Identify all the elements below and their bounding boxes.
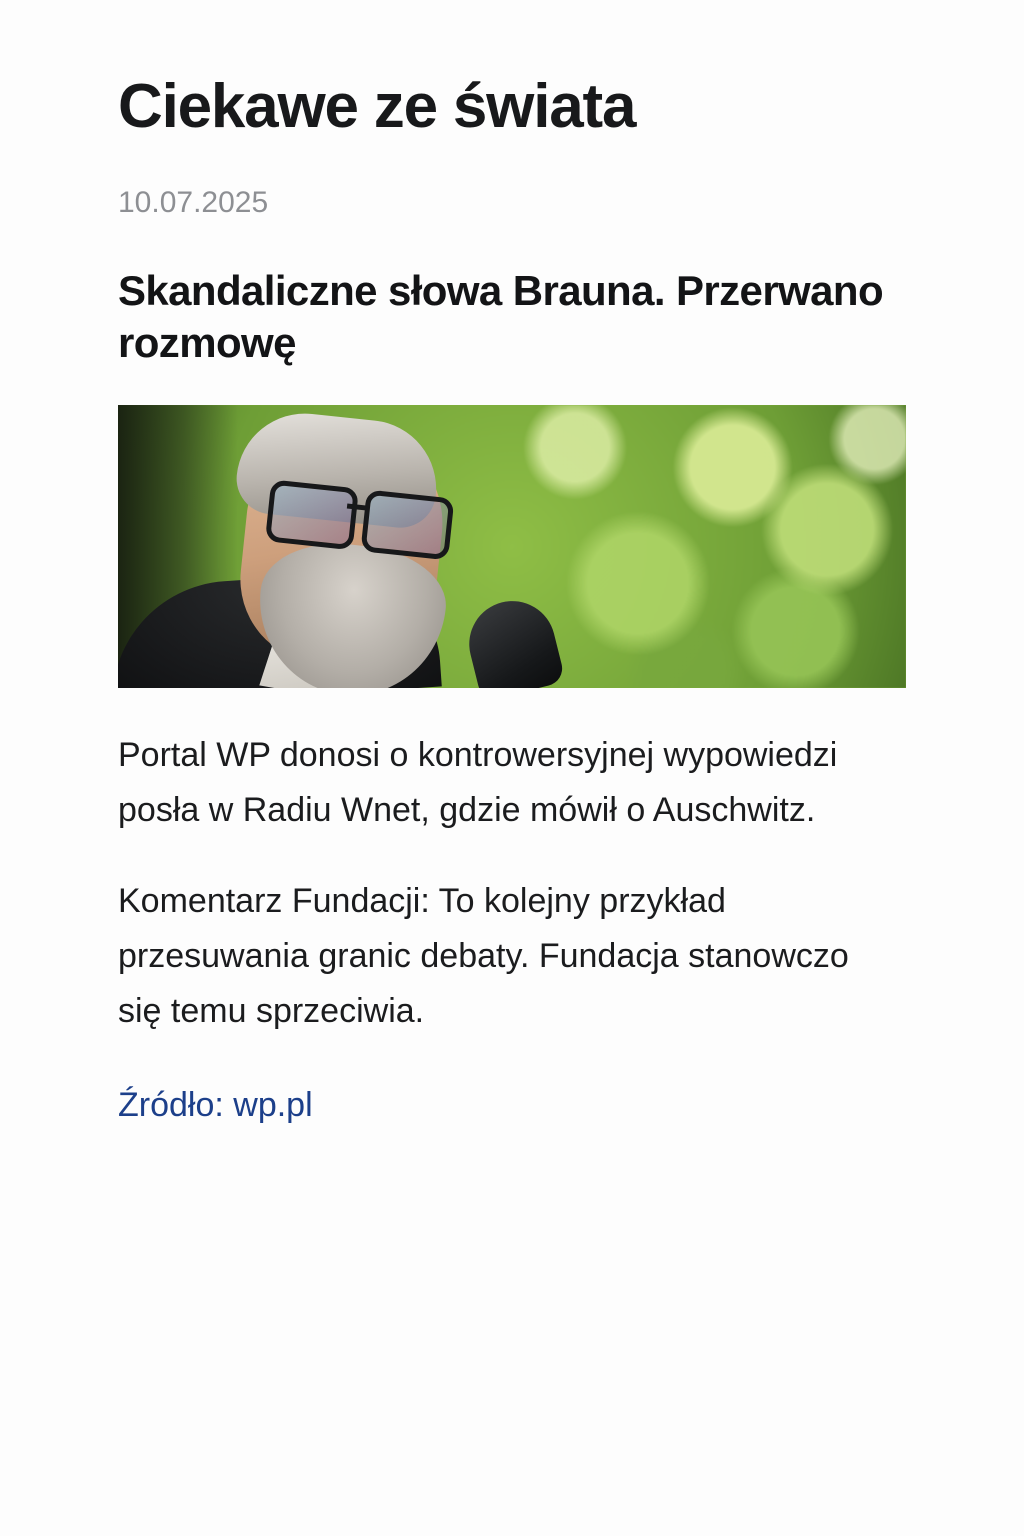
- article-date: 10.07.2025: [118, 185, 269, 219]
- page-title: Ciekawe ze świata: [118, 72, 636, 141]
- source-link[interactable]: Źródło: wp.pl: [118, 1085, 313, 1124]
- glasses-lens-left: [265, 480, 359, 551]
- glasses-lens-right: [360, 490, 454, 561]
- article-image: [118, 405, 906, 688]
- article-paragraph: Portal WP donosi o kontrowersyjnej wypowiedzi posła w Radiu Wnet, gdzie mówił o Auschwitz.: [118, 736, 847, 830]
- article-paragraph: Komentarz Fundacji: To kolejny przykład przesuwania granic debaty. Fundacja stanowczo się temu sprzeciwia.: [118, 882, 859, 1031]
- article-headline: Skandaliczne słowa Brauna. Przerwano rozmowę: [118, 266, 883, 367]
